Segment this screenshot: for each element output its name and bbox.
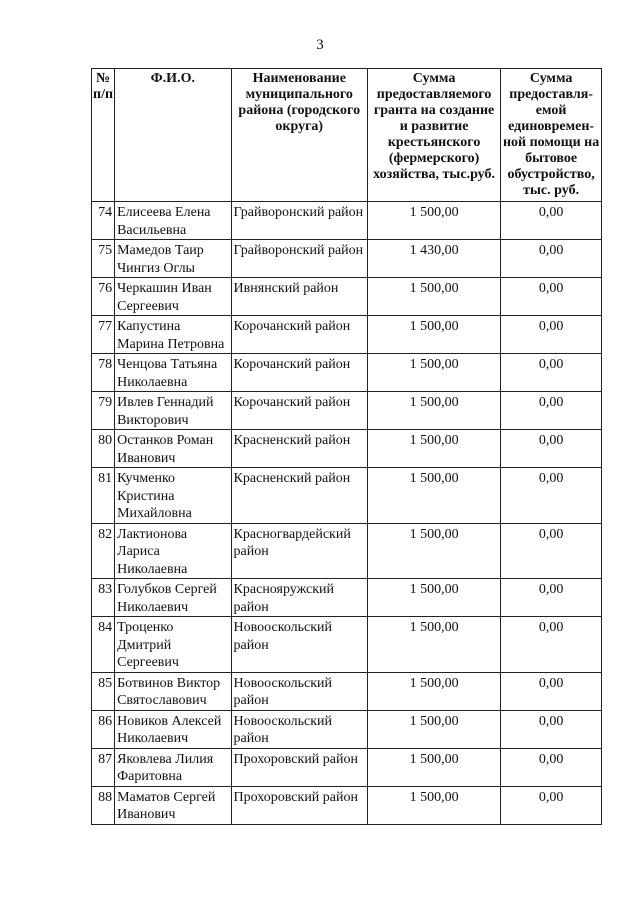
row-number: 79 — [92, 392, 115, 430]
row-grant-amount: 1 500,00 — [367, 202, 500, 240]
table-row — [92, 316, 602, 354]
row-fio: Лактионова Лариса Николаевна — [115, 523, 231, 579]
row-fio: Черкашин Иван Сергеевич — [115, 278, 231, 316]
row-district: Новооскольский район — [231, 617, 367, 673]
row-aid-amount: 0,00 — [501, 316, 602, 354]
row-number: 74 — [92, 202, 115, 240]
table-row — [92, 354, 602, 392]
row-aid-amount: 0,00 — [501, 392, 602, 430]
row-aid-amount: 0,00 — [501, 579, 602, 617]
header-num: № п/п — [92, 69, 115, 202]
recipients-table — [91, 68, 602, 825]
row-fio: Яковлева Лилия Фаритовна — [115, 748, 231, 786]
table-row — [92, 392, 602, 430]
header-district: Наименование муниципального района (городского округа) — [231, 69, 367, 202]
row-district: Ивнянский район — [231, 278, 367, 316]
row-number: 76 — [92, 278, 115, 316]
row-fio: Кучменко Кристина Михайловна — [115, 468, 231, 524]
table-row — [92, 579, 602, 617]
table-row — [92, 748, 602, 786]
row-fio: Ивлев Геннадий Викторович — [115, 392, 231, 430]
row-aid-amount: 0,00 — [501, 430, 602, 468]
row-grant-amount: 1 500,00 — [367, 786, 500, 824]
row-number: 81 — [92, 468, 115, 524]
row-grant-amount: 1 500,00 — [367, 392, 500, 430]
row-district: Корочанский район — [231, 392, 367, 430]
row-aid-amount: 0,00 — [501, 202, 602, 240]
row-fio: Ченцова Татьяна Николаевна — [115, 354, 231, 392]
row-aid-amount: 0,00 — [501, 786, 602, 824]
row-district: Новооскольский район — [231, 710, 367, 748]
row-aid-amount: 0,00 — [501, 748, 602, 786]
header-name: Ф.И.О. — [115, 69, 231, 202]
row-fio: Ботвинов Виктор Святославович — [115, 672, 231, 710]
row-district: Корочанский район — [231, 316, 367, 354]
header-grant: Сумма предоставляемого гранта на создание и развитие крестьянского (фермерского) хозяйства, тыс.руб. — [367, 69, 500, 202]
row-grant-amount: 1 500,00 — [367, 579, 500, 617]
table-row — [92, 202, 602, 240]
row-grant-amount: 1 500,00 — [367, 748, 500, 786]
row-fio: Останков Роман Иванович — [115, 430, 231, 468]
row-number: 77 — [92, 316, 115, 354]
row-grant-amount: 1 500,00 — [367, 672, 500, 710]
row-district: Грайворонский район — [231, 202, 367, 240]
row-fio: Елисеева Елена Васильевна — [115, 202, 231, 240]
row-number: 87 — [92, 748, 115, 786]
row-number: 83 — [92, 579, 115, 617]
table-row — [92, 468, 602, 524]
row-grant-amount: 1 500,00 — [367, 523, 500, 579]
row-aid-amount: 0,00 — [501, 354, 602, 392]
table-header-row — [92, 69, 602, 202]
row-fio: Голубков Сергей Николаевич — [115, 579, 231, 617]
row-aid-amount: 0,00 — [501, 672, 602, 710]
row-aid-amount: 0,00 — [501, 468, 602, 524]
row-grant-amount: 1 500,00 — [367, 316, 500, 354]
page-number: 3 — [316, 37, 324, 53]
row-number: 84 — [92, 617, 115, 673]
row-grant-amount: 1 500,00 — [367, 710, 500, 748]
row-grant-amount: 1 500,00 — [367, 617, 500, 673]
row-aid-amount: 0,00 — [501, 617, 602, 673]
row-grant-amount: 1 500,00 — [367, 354, 500, 392]
row-number: 85 — [92, 672, 115, 710]
row-aid-amount: 0,00 — [501, 710, 602, 748]
row-district: Красногвардейский район — [231, 523, 367, 579]
row-fio: Капустина Марина Петровна — [115, 316, 231, 354]
row-number: 78 — [92, 354, 115, 392]
row-number: 88 — [92, 786, 115, 824]
row-district: Новооскольский район — [231, 672, 367, 710]
row-aid-amount: 0,00 — [501, 240, 602, 278]
row-grant-amount: 1 500,00 — [367, 278, 500, 316]
row-district: Красненский район — [231, 430, 367, 468]
table-row — [92, 710, 602, 748]
row-grant-amount: 1 500,00 — [367, 468, 500, 524]
row-fio: Мамедов Таир Чингиз Оглы — [115, 240, 231, 278]
header-aid: Сумма предоставля-емой единовремен-ной помощи на бытовое обустройство, тыс. руб. — [501, 69, 602, 202]
row-number: 82 — [92, 523, 115, 579]
row-grant-amount: 1 500,00 — [367, 430, 500, 468]
table-row — [92, 240, 602, 278]
row-district: Прохоровский район — [231, 786, 367, 824]
row-fio: Маматов Сергей Иванович — [115, 786, 231, 824]
row-number: 86 — [92, 710, 115, 748]
row-number: 80 — [92, 430, 115, 468]
row-district: Грайворонский район — [231, 240, 367, 278]
table-row — [92, 672, 602, 710]
table-row — [92, 786, 602, 824]
table-body — [92, 202, 602, 825]
table-row — [92, 430, 602, 468]
row-district: Прохоровский район — [231, 748, 367, 786]
row-district: Краснояружский район — [231, 579, 367, 617]
row-district: Корочанский район — [231, 354, 367, 392]
table-row — [92, 617, 602, 673]
row-grant-amount: 1 430,00 — [367, 240, 500, 278]
row-district: Красненский район — [231, 468, 367, 524]
row-aid-amount: 0,00 — [501, 278, 602, 316]
table-row — [92, 523, 602, 579]
row-fio: Новиков Алексей Николаевич — [115, 710, 231, 748]
row-fio: Троценко Дмитрий Сергеевич — [115, 617, 231, 673]
row-aid-amount: 0,00 — [501, 523, 602, 579]
table-row — [92, 278, 602, 316]
row-number: 75 — [92, 240, 115, 278]
